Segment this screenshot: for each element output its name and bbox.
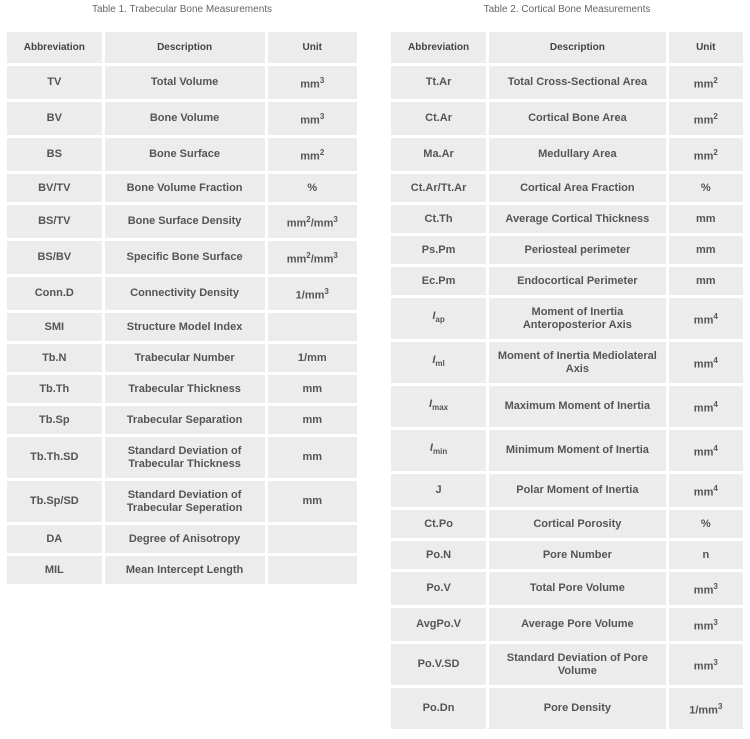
table-row bbox=[7, 556, 357, 584]
description-cell: Moment of Inertia Anteroposterior Axis bbox=[489, 298, 665, 339]
unit-cell: n bbox=[669, 541, 743, 569]
abbreviation-cell: DA bbox=[7, 525, 102, 553]
description-cell: Trabecular Thickness bbox=[105, 375, 265, 403]
table-row bbox=[391, 205, 743, 233]
table-row bbox=[7, 437, 357, 478]
cortical-table bbox=[388, 29, 746, 732]
table2-header-unit: Unit bbox=[669, 32, 743, 63]
abbreviation-cell: $I_{ap}$ bbox=[391, 298, 486, 339]
table-row bbox=[391, 644, 743, 685]
table-row bbox=[391, 267, 743, 295]
table-row bbox=[7, 406, 357, 434]
unit-cell: mm bbox=[669, 267, 743, 295]
table1-caption: Table 1. Trabecular Bone Measurements bbox=[91, 4, 273, 15]
abbreviation-cell: Tb.Sp/SD bbox=[7, 481, 102, 522]
description-cell: Polar Moment of Inertia bbox=[489, 474, 665, 507]
description-cell: Maximum Moment of Inertia bbox=[489, 386, 665, 427]
abbreviation-cell: Po.N bbox=[391, 541, 486, 569]
description-cell: Degree of Anisotropy bbox=[105, 525, 265, 553]
abbreviation-cell: Ps.Pm bbox=[391, 236, 486, 264]
description-cell: Total Volume bbox=[105, 66, 265, 99]
abbreviation-cell: AvgPo.V bbox=[391, 608, 486, 641]
table-row bbox=[7, 66, 357, 99]
description-cell: Connectivity Density bbox=[105, 277, 265, 310]
description-cell: Cortical Bone Area bbox=[489, 102, 665, 135]
unit-cell: $mm^2$ bbox=[268, 138, 357, 171]
abbreviation-cell: TV bbox=[7, 66, 102, 99]
unit-cell: $mm^3$ bbox=[268, 102, 357, 135]
description-cell: Pore Number bbox=[489, 541, 665, 569]
unit-cell: mm bbox=[268, 375, 357, 403]
description-cell: Total Cross-Sectional Area bbox=[489, 66, 665, 99]
table-row bbox=[7, 174, 357, 202]
abbreviation-cell: Tb.Sp bbox=[7, 406, 102, 434]
abbreviation-cell: BS bbox=[7, 138, 102, 171]
table-row bbox=[7, 241, 357, 274]
unit-cell: $mm^4$ bbox=[669, 430, 743, 471]
unit-cell: % bbox=[669, 510, 743, 538]
unit-cell: $mm^2$ bbox=[669, 66, 743, 99]
unit-cell: $mm^2/mm^3$ bbox=[268, 205, 357, 238]
unit-cell: 1/mm bbox=[268, 344, 357, 372]
description-cell: Cortical Porosity bbox=[489, 510, 665, 538]
unit-cell: mm bbox=[268, 481, 357, 522]
table-row bbox=[7, 277, 357, 310]
abbreviation-cell: BS/BV bbox=[7, 241, 102, 274]
unit-cell: % bbox=[268, 174, 357, 202]
description-cell: Mean Intercept Length bbox=[105, 556, 265, 584]
unit-cell: $1/mm^3$ bbox=[669, 688, 743, 729]
abbreviation-cell: Ct.Ar bbox=[391, 102, 486, 135]
abbreviation-cell: Ct.Th bbox=[391, 205, 486, 233]
table2-header-abbreviation: Abbreviation bbox=[391, 32, 486, 63]
abbreviation-cell: J bbox=[391, 474, 486, 507]
table-row bbox=[7, 375, 357, 403]
unit-cell: $mm^3$ bbox=[669, 608, 743, 641]
unit-cell: $mm^4$ bbox=[669, 298, 743, 339]
description-cell: Periosteal perimeter bbox=[489, 236, 665, 264]
description-cell: Average Pore Volume bbox=[489, 608, 665, 641]
unit-cell: % bbox=[669, 174, 743, 202]
description-cell: Standard Deviation of Trabecular Thickness bbox=[105, 437, 265, 478]
table-row bbox=[391, 102, 743, 135]
unit-cell: $mm^2$ bbox=[669, 102, 743, 135]
table1-header-row bbox=[7, 32, 357, 63]
abbreviation-cell: Ct.Ar/Tt.Ar bbox=[391, 174, 486, 202]
trabecular-table bbox=[4, 29, 360, 587]
abbreviation-cell: BS/TV bbox=[7, 205, 102, 238]
description-cell: Structure Model Index bbox=[105, 313, 265, 341]
unit-cell: $mm^4$ bbox=[669, 342, 743, 383]
abbreviation-cell: BV bbox=[7, 102, 102, 135]
table-row bbox=[7, 481, 357, 522]
table1-header-abbreviation: Abbreviation bbox=[7, 32, 102, 63]
table-row bbox=[7, 344, 357, 372]
description-cell: Moment of Inertia Mediolateral Axis bbox=[489, 342, 665, 383]
unit-cell: mm bbox=[669, 236, 743, 264]
unit-cell bbox=[268, 313, 357, 341]
description-cell: Standard Deviation of Trabecular Seperation bbox=[105, 481, 265, 522]
cortical-table-section bbox=[388, 0, 746, 732]
description-cell: Trabecular Separation bbox=[105, 406, 265, 434]
abbreviation-cell: Conn.D bbox=[7, 277, 102, 310]
description-cell: Bone Volume bbox=[105, 102, 265, 135]
table2-header-row bbox=[391, 32, 743, 63]
table-row bbox=[7, 138, 357, 171]
description-cell: Total Pore Volume bbox=[489, 572, 665, 605]
description-cell: Average Cortical Thickness bbox=[489, 205, 665, 233]
abbreviation-cell: Po.V.SD bbox=[391, 644, 486, 685]
table-row bbox=[391, 608, 743, 641]
unit-cell: $mm^3$ bbox=[268, 66, 357, 99]
abbreviation-cell: Tt.Ar bbox=[391, 66, 486, 99]
unit-cell: mm bbox=[268, 437, 357, 478]
description-cell: Minimum Moment of Inertia bbox=[489, 430, 665, 471]
table-row bbox=[391, 541, 743, 569]
table-row bbox=[391, 386, 743, 427]
description-cell: Specific Bone Surface bbox=[105, 241, 265, 274]
table1-header-unit: Unit bbox=[268, 32, 357, 63]
table-row bbox=[391, 236, 743, 264]
description-cell: Bone Volume Fraction bbox=[105, 174, 265, 202]
unit-cell bbox=[268, 556, 357, 584]
unit-cell: $mm^3$ bbox=[669, 644, 743, 685]
unit-cell: $mm^4$ bbox=[669, 386, 743, 427]
description-cell: Pore Density bbox=[489, 688, 665, 729]
unit-cell: mm bbox=[268, 406, 357, 434]
description-cell: Endocortical Perimeter bbox=[489, 267, 665, 295]
abbreviation-cell: $I_{ml}$ bbox=[391, 342, 486, 383]
description-cell: Bone Surface bbox=[105, 138, 265, 171]
unit-cell: $mm^2/mm^3$ bbox=[268, 241, 357, 274]
table-row bbox=[391, 174, 743, 202]
table-row bbox=[7, 102, 357, 135]
abbreviation-cell: Ma.Ar bbox=[391, 138, 486, 171]
unit-cell: $mm^2$ bbox=[669, 138, 743, 171]
abbreviation-cell: Ec.Pm bbox=[391, 267, 486, 295]
abbreviation-cell: BV/TV bbox=[7, 174, 102, 202]
abbreviation-cell: Ct.Po bbox=[391, 510, 486, 538]
description-cell: Cortical Area Fraction bbox=[489, 174, 665, 202]
table-row bbox=[7, 525, 357, 553]
table-row bbox=[391, 342, 743, 383]
table-row bbox=[391, 572, 743, 605]
unit-cell bbox=[268, 525, 357, 553]
table-row bbox=[391, 474, 743, 507]
unit-cell: mm bbox=[669, 205, 743, 233]
abbreviation-cell: Tb.Th.SD bbox=[7, 437, 102, 478]
table-row bbox=[7, 313, 357, 341]
abbreviation-cell: $I_{max}$ bbox=[391, 386, 486, 427]
table1-header-description: Description bbox=[105, 32, 265, 63]
table2-header-description: Description bbox=[489, 32, 665, 63]
description-cell: Trabecular Number bbox=[105, 344, 265, 372]
abbreviation-cell: Tb.Th bbox=[7, 375, 102, 403]
table-row bbox=[391, 688, 743, 729]
table-row bbox=[7, 205, 357, 238]
abbreviation-cell: $I_{min}$ bbox=[391, 430, 486, 471]
description-cell: Bone Surface Density bbox=[105, 205, 265, 238]
table-row bbox=[391, 298, 743, 339]
table-row bbox=[391, 430, 743, 471]
description-cell: Standard Deviation of Pore Volume bbox=[489, 644, 665, 685]
unit-cell: $1/mm^3$ bbox=[268, 277, 357, 310]
unit-cell: $mm^3$ bbox=[669, 572, 743, 605]
abbreviation-cell: Po.V bbox=[391, 572, 486, 605]
abbreviation-cell: MIL bbox=[7, 556, 102, 584]
table-row bbox=[391, 66, 743, 99]
table2-caption: Table 2. Cortical Bone Measurements bbox=[483, 4, 651, 15]
table-row bbox=[391, 138, 743, 171]
abbreviation-cell: Tb.N bbox=[7, 344, 102, 372]
table-row bbox=[391, 510, 743, 538]
unit-cell: $mm^4$ bbox=[669, 474, 743, 507]
abbreviation-cell: SMI bbox=[7, 313, 102, 341]
trabecular-table-section bbox=[4, 0, 360, 587]
abbreviation-cell: Po.Dn bbox=[391, 688, 486, 729]
description-cell: Medullary Area bbox=[489, 138, 665, 171]
